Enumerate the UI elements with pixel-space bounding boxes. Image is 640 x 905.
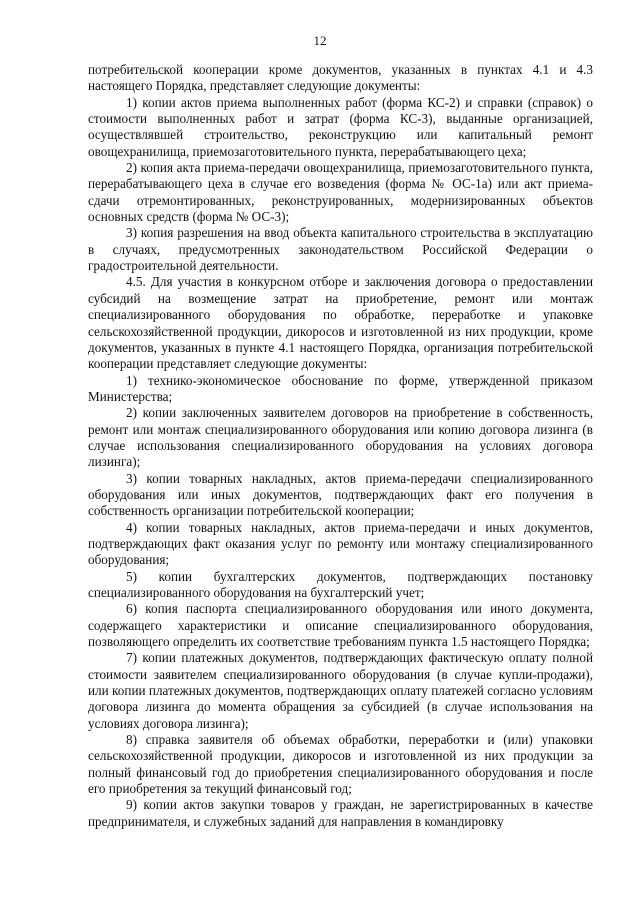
paragraph-item-9b: 9) копии актов закупки товаров у граждан, не зарегистрированных в качестве предпринимателя, и служебных заданий для направления в командировку xyxy=(88,797,593,829)
paragraph-item-4b: 4) копии товарных накладных, актов приема-передачи и иных документов, подтверждающих факт оказания услуг по ремонту или монтажу специализированного оборудования; xyxy=(88,519,593,568)
paragraph-item-5b: 5) копии бухгалтерских документов, подтверждающих постановку специализированного оборудования на бухгалтерский учет; xyxy=(88,568,593,600)
paragraph-item-3: 3) копия разрешения на ввод объекта капитального строительства в эксплуатацию в случаях, предусмотренных законодательством Российской Федерации о градостроительной деятельности. xyxy=(88,225,593,274)
paragraph-clause-4-5: 4.5. Для участия в конкурсном отборе и заключения договора о предоставлении субсидий на возмещение затрат на приобретение, ремонт или монтаж специализированного оборудования по обработке, переработке и упаковке сельскохозяйственной продукции, дикоросов и изготовленной из них продукции, кроме документов, указанных в пункте 4.1 настоящего Порядка, организация потребительской кооперации представляет следующие документы: xyxy=(88,274,593,372)
paragraph-item-3b: 3) копии товарных накладных, актов приема-передачи специализированного оборудования или иных документов, подтверждающих факт его получения в собственность организации потребительской кооперации; xyxy=(88,470,593,519)
paragraph-item-1b: 1) технико-экономическое обоснование по форме, утвержденной приказом Министерства; xyxy=(88,372,593,404)
paragraph-item-6b: 6) копия паспорта специализированного оборудования или иного документа, содержащего характеристики и описание специализированного оборудования, позволяющего определить их соответствие требованиям пункта 1.5 настоящего Порядка; xyxy=(88,601,593,650)
paragraph-item-2b: 2) копии заключенных заявителем договоров на приобретение в собственность, ремонт или монтаж специализированного оборудования или копию договора лизинга (в случае использования специализированного оборудования на условиях договора лизинга); xyxy=(88,405,593,470)
paragraph-item-7b: 7) копии платежных документов, подтверждающих фактическую оплату полной стоимости заявителем специализированного оборудования (в случае купли-продажи), или копии платежных документов, подтверждающих оплату платежей согласно условиям договора лизинга до момента обращения за субсидией (в случае использования на условиях договора лизинга); xyxy=(88,650,593,731)
paragraph-item-8b: 8) справка заявителя об объемах обработки, переработки и (или) упаковки сельскохозяйственной продукции, дикоросов и изготовленной из них продукции за полный финансовый год до приобретения специализированного оборудования и после его приобретения за текущий финансовый год; xyxy=(88,732,593,797)
page-number: 12 xyxy=(313,33,327,48)
paragraph-continuation: потребительской кооперации кроме документов, указанных в пунктах 4.1 и 4.3 настоящего Порядка, представляет следующие документы: xyxy=(88,62,593,94)
paragraph-item-1: 1) копии актов приема выполненных работ (форма КС-2) и справки (справок) о стоимости выполненных работ и затрат (форма КС-3), выданные организацией, осуществлявшей строительство, реконструкцию или капитальный ремонт овощехранилища, приемозаготовительного пункта, перерабатывающего цеха; xyxy=(88,94,593,159)
document-body xyxy=(88,62,593,830)
paragraph-item-2: 2) копия акта приема-передачи овощехранилища, приемозаготовительного пункта, перерабатывающего цеха в случае его возведения (форма № ОС-1а) или акт приема-сдачи отремонтированных, реконструированных, модернизированных объектов основных средств (форма № ОС-3); xyxy=(88,160,593,225)
